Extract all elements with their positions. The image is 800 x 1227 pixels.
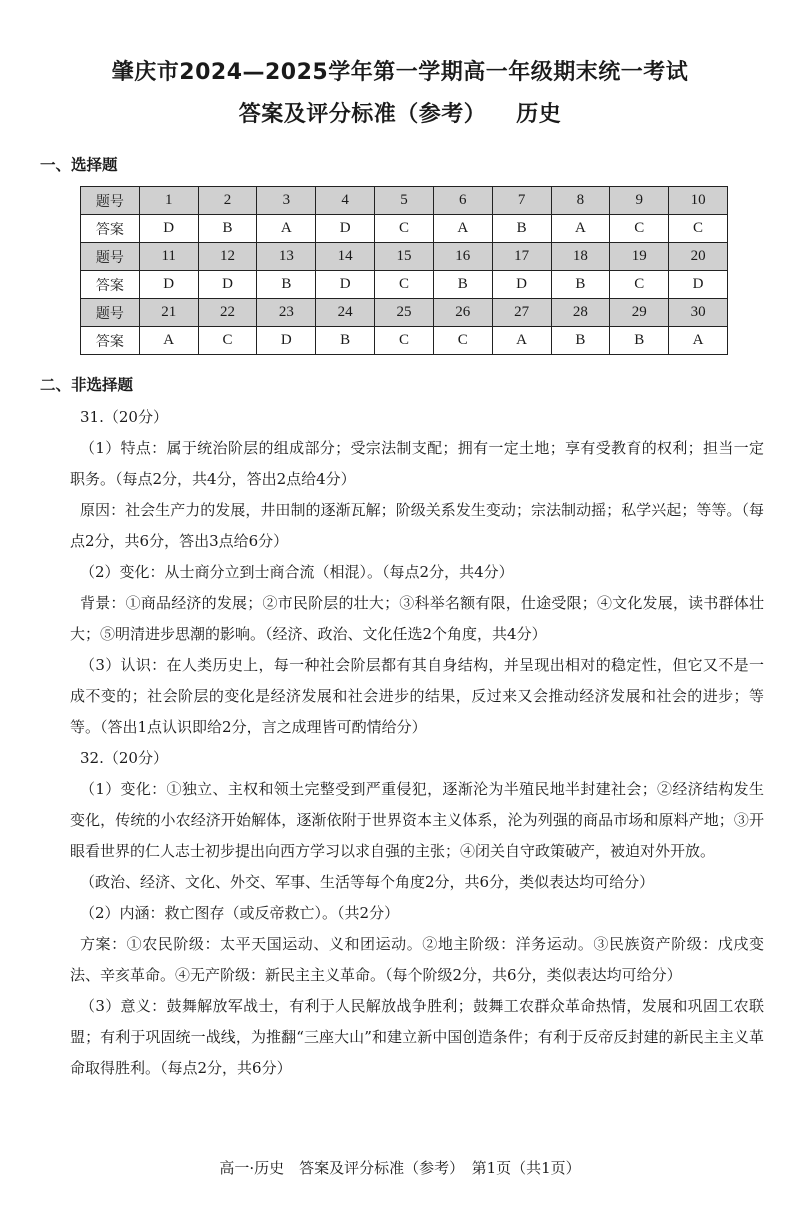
table-row-numbers bbox=[81, 299, 728, 327]
answer-cell: D bbox=[669, 271, 728, 299]
question-number-cell: 7 bbox=[492, 187, 551, 215]
answer-cell: A bbox=[433, 215, 492, 243]
answer-cell: A bbox=[669, 327, 728, 355]
table-row-numbers bbox=[81, 243, 728, 271]
question-number-cell: 12 bbox=[198, 243, 257, 271]
q31-part2-background: 背景：①商品经济的发展；②市民阶层的壮大；③科举名额有限，仕途受限；④文化发展，读书群体壮大；⑤明清进步思潮的影响。（经济、政治、文化任选2个角度，共4分） bbox=[70, 594, 764, 643]
row-label-answer: 答案 bbox=[81, 327, 140, 355]
q31-part2-change: （2）变化：从士商分立到士商合流（相混）。（每点2分，共4分） bbox=[80, 563, 514, 581]
q31-part1-features: （1）特点：属于统治阶层的组成部分；受宗法制支配；拥有一定土地；享有受教育的权利；担当一定职务。（每点2分，共4分，答出2点给4分） bbox=[70, 439, 764, 488]
answer-cell: D bbox=[316, 271, 375, 299]
answer-cell: C bbox=[610, 215, 669, 243]
q32-part1-change: （1）变化：①独立、主权和领土完整受到严重侵犯，逐渐沦为半殖民地半封建社会；②经济结构发生变化，传统的小农经济开始解体，逐渐依附于世界资本主义体系，沦为列强的商品市场和原料产地；③开眼看世界的仁人志士初步提出向西方学习以求自强的主张；④闭关自守政策破产，被迫对外开放。 bbox=[70, 780, 764, 860]
document-subtitle bbox=[0, 97, 800, 128]
question-number-cell: 16 bbox=[433, 243, 492, 271]
question-number-cell: 15 bbox=[375, 243, 434, 271]
answer-cell: B bbox=[257, 271, 316, 299]
question-number-cell: 13 bbox=[257, 243, 316, 271]
question-number-cell: 26 bbox=[433, 299, 492, 327]
question-number-cell: 27 bbox=[492, 299, 551, 327]
question-number-cell: 6 bbox=[433, 187, 492, 215]
answer-cell: B bbox=[551, 271, 610, 299]
question-number-cell: 5 bbox=[375, 187, 434, 215]
table-row-answers bbox=[81, 327, 728, 355]
question-31-heading: 31.（20分） bbox=[80, 408, 168, 426]
question-number-cell: 14 bbox=[316, 243, 375, 271]
answer-cell: D bbox=[316, 215, 375, 243]
row-label-number: 题号 bbox=[81, 187, 140, 215]
answer-cell: C bbox=[669, 215, 728, 243]
question-number-cell: 17 bbox=[492, 243, 551, 271]
section-heading-nonchoice: 二、非选择题 bbox=[40, 376, 134, 394]
q31-part1-reasons: 原因：社会生产力的发展，井田制的逐渐瓦解；阶级关系发生变动；宗法制动摇；私学兴起；等等。（每点2分，共6分，答出3点给6分） bbox=[70, 501, 764, 550]
question-number-cell: 8 bbox=[551, 187, 610, 215]
question-32-heading: 32.（20分） bbox=[80, 749, 168, 767]
question-number-cell: 1 bbox=[139, 187, 198, 215]
table-row-answers bbox=[81, 271, 728, 299]
question-number-cell: 19 bbox=[610, 243, 669, 271]
question-number-cell: 3 bbox=[257, 187, 316, 215]
answer-cell: C bbox=[433, 327, 492, 355]
answer-cell: B bbox=[316, 327, 375, 355]
answer-cell: D bbox=[139, 215, 198, 243]
subtitle-subject: 历史 bbox=[516, 102, 562, 127]
answer-cell: D bbox=[257, 327, 316, 355]
answer-cell: D bbox=[492, 271, 551, 299]
row-label-answer: 答案 bbox=[81, 215, 140, 243]
question-number-cell: 18 bbox=[551, 243, 610, 271]
subtitle-main: 答案及评分标准（参考） bbox=[238, 102, 487, 127]
q32-part2-plans: 方案：①农民阶级：太平天国运动、义和团运动。②地主阶级：洋务运动。③民族资产阶级：戊戌变法、辛亥革命。④无产阶级：新民主主义革命。（每个阶级2分，共6分，类似表达均可给分） bbox=[70, 935, 764, 984]
answer-cell: C bbox=[198, 327, 257, 355]
question-number-cell: 11 bbox=[139, 243, 198, 271]
question-number-cell: 29 bbox=[610, 299, 669, 327]
question-number-cell: 9 bbox=[610, 187, 669, 215]
row-label-number: 题号 bbox=[81, 243, 140, 271]
question-number-cell: 20 bbox=[669, 243, 728, 271]
question-number-cell: 28 bbox=[551, 299, 610, 327]
answer-body bbox=[70, 402, 764, 1084]
table-row-answers bbox=[81, 215, 728, 243]
answer-cell: B bbox=[198, 215, 257, 243]
answer-cell: C bbox=[375, 271, 434, 299]
question-number-cell: 23 bbox=[257, 299, 316, 327]
question-number-cell: 21 bbox=[139, 299, 198, 327]
question-number-cell: 22 bbox=[198, 299, 257, 327]
answer-cell: B bbox=[492, 215, 551, 243]
answer-cell: D bbox=[139, 271, 198, 299]
answer-cell: A bbox=[139, 327, 198, 355]
section-heading-choice: 一、选择题 bbox=[40, 156, 118, 174]
answer-cell: D bbox=[198, 271, 257, 299]
table-row-numbers bbox=[81, 187, 728, 215]
question-number-cell: 24 bbox=[316, 299, 375, 327]
q32-part3-significance: （3）意义：鼓舞解放军战士，有利于人民解放战争胜利；鼓舞工农群众革命热情，发展和巩固工农联盟；有利于巩固统一战线，为推翻“三座大山”和建立新中国创造条件；有利于反帝反封建的新民主主义革命取得胜利。（每点2分，共6分） bbox=[70, 997, 764, 1077]
question-number-cell: 30 bbox=[669, 299, 728, 327]
q32-part2-connotation: （2）内涵：救亡图存（或反帝救亡）。（共2分） bbox=[80, 904, 400, 922]
answer-cell: B bbox=[433, 271, 492, 299]
question-number-cell: 25 bbox=[375, 299, 434, 327]
row-label-answer: 答案 bbox=[81, 271, 140, 299]
answer-cell: A bbox=[551, 215, 610, 243]
answer-cell: A bbox=[492, 327, 551, 355]
q31-part3-understanding: （3）认识：在人类历史上，每一种社会阶层都有其自身结构，并呈现出相对的稳定性，但它又不是一成不变的；社会阶层的变化是经济发展和社会进步的结果，反过来又会推动经济发展和社会的进步；等等。（答出1点认识即给2分，言之成理皆可酌情给分） bbox=[70, 656, 764, 736]
answer-cell: C bbox=[375, 215, 434, 243]
answer-cell: C bbox=[610, 271, 669, 299]
answer-cell: A bbox=[257, 215, 316, 243]
answer-cell: B bbox=[610, 327, 669, 355]
question-number-cell: 4 bbox=[316, 187, 375, 215]
page-footer: 高一·历史 答案及评分标准（参考） 第1页（共1页） bbox=[219, 1159, 581, 1177]
question-number-cell: 2 bbox=[198, 187, 257, 215]
row-label-number: 题号 bbox=[81, 299, 140, 327]
answer-cell: C bbox=[375, 327, 434, 355]
document-title: 肇庆市2024—2025学年第一学期高一年级期末统一考试 bbox=[111, 60, 689, 85]
answer-cell: B bbox=[551, 327, 610, 355]
answer-table bbox=[80, 186, 728, 355]
question-number-cell: 10 bbox=[669, 187, 728, 215]
q32-part1-scoring: （政治、经济、文化、外交、军事、生活等每个角度2分，共6分，类似表达均可给分） bbox=[80, 873, 655, 891]
